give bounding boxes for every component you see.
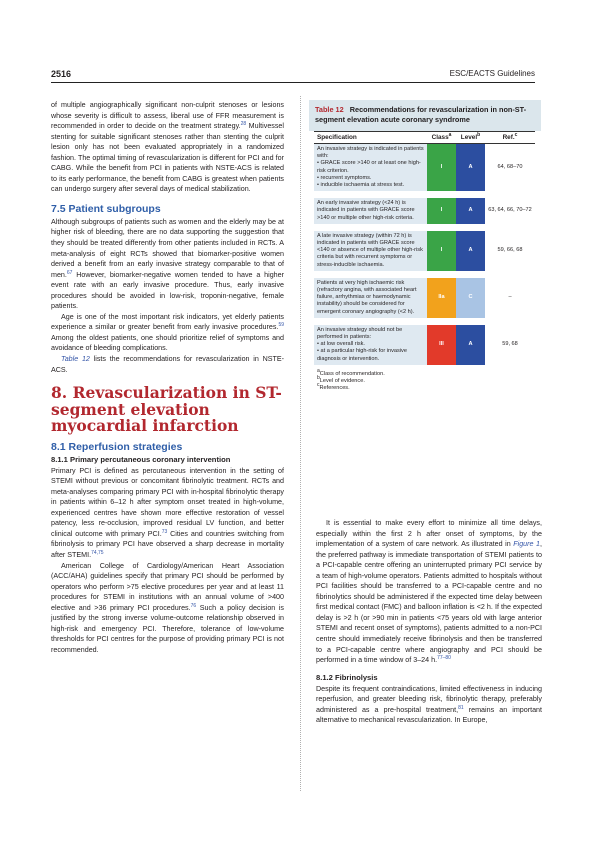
paragraph: Primary PCI is defined as percutaneous intervention in the setting of STEMI without previous or concomitant fibrinolytic treatment. RCTs and meta-analyses comparing primary PCI with in-hospital fibrinolytic therapy in patients within 6–12 h after symptom onset treated in high-volume, experienced centres have shown more effective restoration of vessel patency, less re-occlusion, improved residual LV function, and better clinical outcome with primary PCI.$^{73}$ Cities and countries switching from fibrinolysis to primary PCI have observed a sharp decrease in mortality after STEMI.$^{74,75}$	[51, 466, 284, 559]
table-title: Table 12 Recommendations for revascularization in non-ST-segment elevation acute coronary syndrome	[309, 100, 541, 131]
table-row	[314, 231, 535, 271]
table-footnote: $^a$Class of recommendation.	[317, 367, 385, 377]
column-header-class: Class$^a$	[427, 131, 456, 144]
subsection-heading-fibrinolysis: 8.1.2 Fibrinolysis	[316, 672, 378, 682]
specification-cell: Patients at very high ischaemic risk (refractory angina, with associated heart failure, arrhythmias or haemodynamic instability) should be considered for emergent coronary angiography (<2 h).	[314, 278, 427, 318]
section-heading-stemi: 8. Revascularization in ST-segment elevation myocardial infarction	[51, 383, 282, 436]
level-cell: A	[456, 231, 485, 271]
section-heading-reperfusion: 8.1 Reperfusion strategies	[51, 440, 183, 453]
table-link[interactable]: Table 12	[61, 355, 90, 364]
paragraph: It is essential to make every effort to minimize all time delays, especially within the first 2 h after onset of symptoms, by the implementation of a system of care network. As illustrated in Figure 1, the preferred pathway is immediate transportation of STEMI patients to a PCI-capable centre offering an uninterrupted primary PCI service by a team of high-volume operators. Patients admitted to hospitals without PCI facilities should be transferred to a PCI-capable centre and no fibrinolytics should be administered if the expected time delay between first medical contact (FMC) and balloon inflation is <2 h. If the expected delay is >2 h (or >90 min in patients <75 years old with large anterior STEMI and recent onset of symptoms), patients admitted to a non-PCI centre should immediately receive fibrinolysis and then be transferred to a PCI-capable centre where angiography and PCI should be performed in a time window of 3–24 h.$^{77-80}$	[316, 519, 542, 665]
class-cell: I	[427, 144, 456, 191]
row-separator	[314, 271, 535, 278]
row-separator	[314, 318, 535, 325]
paragraph: Although subgroups of patients such as women and the elderly may be at higher risk of bleeding, there are no data supporting the suggestion that they should be treated differently from other patients included in RCTs. A meta-analysis of eight RCTs showed that biomarker-positive women derived a benefit from an early invasive strategy comparable to that of men.$^{67}$ However, biomarker-negative women tended to have a higher event rate with an early invasive procedure. Thus, early invasive procedures should be avoided in low-risk, troponin-negative, female patients.	[51, 217, 284, 311]
level-cell: A	[456, 144, 485, 191]
left-column	[51, 100, 284, 655]
subsection-heading-primary-pci: 8.1.1 Primary percutaneous coronary intervention	[51, 454, 231, 464]
table-footnote: $^c$References.	[317, 382, 350, 392]
specification-cell: An invasive strategy should not be performed in patients: • at low overall risk. • at a particular high-risk for invasive diagnosis or intervention.	[314, 325, 427, 365]
figure-link[interactable]: Figure 1	[513, 540, 541, 549]
column-header-level: Level$^b$	[456, 131, 485, 144]
specification-cell: An invasive strategy is indicated in patients with: • GRACE score >140 or at least one high-risk criterion. • recurrent symptoms. • inducible ischaemia at stress test.	[314, 144, 427, 191]
citation-link[interactable]: 28	[240, 121, 247, 128]
header-rule	[51, 82, 535, 83]
recommendations-table	[314, 131, 535, 365]
citation-link[interactable]: 76	[190, 602, 197, 609]
citation-link[interactable]: 59	[278, 322, 284, 329]
ref-cell: 59, 68	[485, 325, 535, 365]
paragraph: Table 12 lists the recommendations for revascularization in NSTE-ACS.	[51, 355, 284, 374]
specification-cell: An early invasive strategy (<24 h) is indicated in patients with GRACE score >140 or multiple other high-risk criteria.	[314, 198, 427, 224]
ref-cell: 59, 66, 68	[485, 231, 535, 271]
column-header-ref: Ref.$^c$	[485, 131, 535, 144]
specification-cell: A late invasive strategy (within 72 h) is indicated in patients with GRACE score <140 or absence of multiple other high-risk criteria but with recurrent symptoms or stress-inducible ischaemia.	[314, 231, 427, 271]
paragraph: American College of Cardiology/American Heart Association (ACC/AHA) guidelines specify that primary PCI should be performed by operators who perform >75 elective procedures per year and at least 11 procedures for STEMI in institutions with an annual volume of >400 elective and >36 primary PCI procedures.$^{76}$ Such a policy decision is justified by the strong inverse volume-outcome relationship observed in high-risk and emergency PCI. Therefore, tolerance of low-volume thresholds for PCI centres for the purpose of providing primary PCI is not recommended.	[51, 561, 285, 654]
citation-link[interactable]: 67	[66, 269, 73, 276]
table-footnote: $^b$Level of evidence.	[317, 375, 365, 385]
page-number: 2516	[51, 69, 72, 79]
table-row	[314, 325, 535, 365]
table-12	[309, 100, 541, 392]
ref-cell: –	[485, 278, 535, 318]
class-cell: I	[427, 231, 456, 271]
class-cell: I	[427, 198, 456, 224]
class-cell: III	[427, 325, 456, 365]
paragraph: Despite its frequent contraindications, limited effectiveness in inducing reperfusion, and greater bleeding risk, fibrinolytic therapy, preferably administered as a pre-hospital treatment,$^{81}$ remains an important alternative to mechanical revascularization. In Europe,	[316, 684, 542, 725]
paragraph: of multiple angiographically significant non-culprit stenoses or lesions whose severity is difficult to assess, liberal use of FFR measurement is recommended in order to decide on the treatment strategy.$^{28}$ Multivessel stenting for suitable significant stenoses rather than stenting the culprit lesion only has not been evaluated appropriately in a randomized fashion. The optimal timing of revascularization is different for PCI and for CABG. While the benefit from PCI in patients with NSTE-ACS is related to its early performance, the benefit from CABG is greatest when patients can undergo surgery after several days of medical stabilization.	[51, 101, 284, 194]
row-separator	[314, 191, 535, 198]
column-divider	[300, 96, 301, 791]
right-column	[316, 518, 542, 726]
citation-link[interactable]: 74,75	[91, 550, 104, 556]
citation-link[interactable]: 81	[458, 704, 464, 711]
table-row	[314, 144, 535, 191]
class-cell: IIa	[427, 278, 456, 318]
table-row	[314, 278, 535, 318]
table-number: Table 12	[315, 105, 344, 114]
ref-cell: 64, 68–70	[485, 144, 535, 191]
table-footnotes	[309, 367, 541, 393]
column-header-specification: Specification	[314, 131, 427, 144]
row-separator	[314, 224, 535, 231]
level-cell: A	[456, 325, 485, 365]
citation-link[interactable]: 73	[161, 528, 168, 535]
level-cell: A	[456, 198, 485, 224]
section-heading-patient-subgroups: 7.5 Patient subgroups	[51, 202, 161, 215]
ref-cell: 63, 64, 66, 70–72	[485, 198, 535, 224]
citation-link[interactable]: 77–80	[437, 655, 451, 662]
running-header: ESC/EACTS Guidelines	[449, 69, 535, 78]
level-cell: C	[456, 278, 485, 318]
paragraph: Age is one of the most important risk indicators, yet elderly patients experience a similar or greater benefit from early invasive procedures.$^{59}$ Among the oldest patients, one should prioritize relief of symptoms and avoidance of bleeding complications.	[51, 312, 284, 353]
table-row	[314, 198, 535, 224]
